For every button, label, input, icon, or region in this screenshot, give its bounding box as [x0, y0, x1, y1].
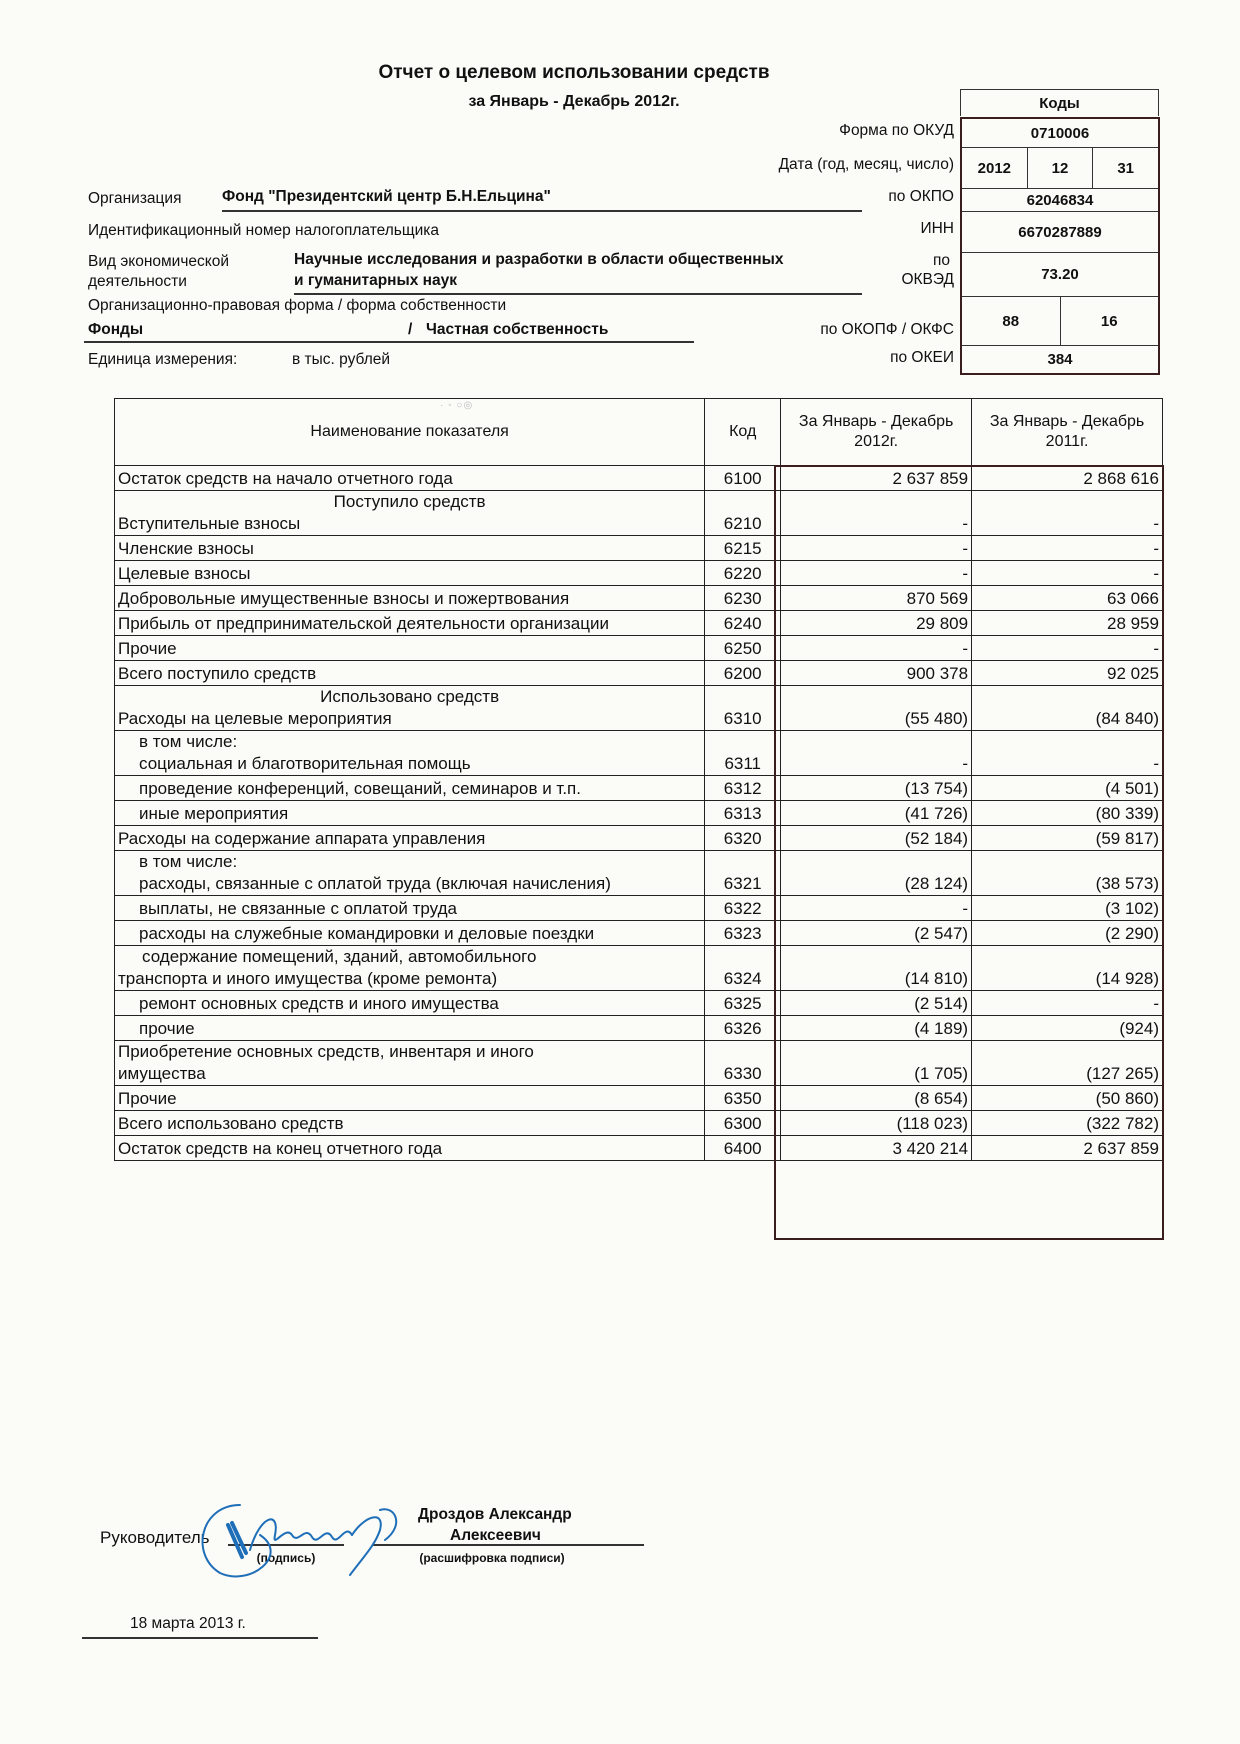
row-code: 6330	[705, 1041, 781, 1086]
date-year: 2012	[977, 159, 1012, 177]
row-value-2011: (59 817)	[972, 826, 1163, 851]
table-row	[115, 1136, 1163, 1161]
org-name: Фонд "Президентский центр Б.Н.Ельцина"	[222, 188, 862, 212]
row-code: 6324	[705, 946, 781, 991]
row-label: Расходы на содержание аппарата управления	[118, 829, 486, 848]
header-code: Код	[705, 399, 781, 466]
row-code: 6220	[705, 561, 781, 586]
row-value-2011: (3 102)	[972, 896, 1163, 921]
row-label: социальная и благотворительная помощь	[139, 754, 471, 773]
okopf-row	[962, 296, 1158, 345]
row-value-2012: -	[781, 731, 972, 776]
inn-code-label: ИНН	[920, 220, 954, 237]
table-row	[115, 851, 1163, 896]
row-value-2012: (1 705)	[781, 1041, 972, 1086]
row-value-2011: -	[972, 491, 1163, 536]
date-line	[82, 1637, 318, 1639]
codes-header: Коды	[960, 89, 1159, 116]
activity-label-2: деятельности	[88, 273, 187, 290]
row-name	[115, 466, 705, 491]
okpo-value: 62046834	[1026, 191, 1094, 209]
row-value-2011: -	[972, 561, 1163, 586]
row-label: проведение конференций, совещаний, семинаров и т.п.	[139, 779, 581, 798]
row-name	[115, 921, 705, 946]
row-value-2011: (4 501)	[972, 776, 1163, 801]
row-value-2012: 900 378	[781, 661, 972, 686]
row-label: Прочие	[118, 639, 177, 658]
row-name	[115, 561, 705, 586]
row-section-heading: в том числе:	[139, 852, 238, 871]
table-row	[115, 636, 1163, 661]
row-label: Расходы на целевые мероприятия	[118, 709, 392, 728]
table-row	[115, 561, 1163, 586]
row-value-2012: (55 480)	[781, 686, 972, 731]
table-row	[115, 611, 1163, 636]
ownership: Частная собственность	[426, 321, 609, 338]
okved-row	[962, 252, 1158, 296]
row-label: Вступительные взносы	[118, 514, 301, 533]
report-table	[114, 398, 1163, 1161]
row-value-2012: (8 654)	[781, 1086, 972, 1111]
row-section-heading: Использовано средств	[320, 687, 500, 706]
header-2012: За Январь - Декабрь 2012г.	[781, 399, 972, 466]
row-code: 6310	[705, 686, 781, 731]
row-value-2012: (14 810)	[781, 946, 972, 991]
row-code: 6215	[705, 536, 781, 561]
row-value-2011: 28 959	[972, 611, 1163, 636]
inn-value: 6670287889	[1018, 223, 1102, 241]
row-label: Остаток средств на конец отчетного года	[118, 1139, 443, 1158]
table-row	[115, 896, 1163, 921]
table-row	[115, 991, 1163, 1016]
row-section-heading: в том числе:	[139, 732, 238, 751]
row-name	[115, 1086, 705, 1111]
okei-row	[962, 345, 1158, 373]
row-code: 6350	[705, 1086, 781, 1111]
row-label: ремонт основных средств и иного имущества	[139, 994, 499, 1013]
row-name	[115, 991, 705, 1016]
row-code: 6250	[705, 636, 781, 661]
row-label: имущества	[118, 1064, 206, 1083]
row-code: 6322	[705, 896, 781, 921]
row-code: 6320	[705, 826, 781, 851]
table-row	[115, 536, 1163, 561]
table-header-row	[115, 399, 1163, 466]
row-label: Всего использовано средств	[118, 1114, 344, 1133]
header-name: Наименование показателя	[115, 399, 705, 466]
row-label: Добровольные имущественные взносы и пожертвования	[118, 589, 570, 608]
table-row	[115, 686, 1163, 731]
row-name	[115, 1041, 705, 1086]
table-row	[115, 1041, 1163, 1086]
row-name	[115, 491, 705, 536]
row-value-2012: 2 637 859	[781, 466, 972, 491]
row-code: 6325	[705, 991, 781, 1016]
row-section-heading: содержание помещений, зданий, автомобильного	[142, 947, 537, 966]
row-label: Прибыль от предпринимательской деятельности организации	[118, 614, 609, 633]
row-value-2012: -	[781, 536, 972, 561]
row-code: 6230	[705, 586, 781, 611]
row-name	[115, 536, 705, 561]
okpo-label: по ОКПО	[888, 188, 954, 205]
report-date: 18 марта 2013 г.	[130, 1615, 246, 1632]
row-value-2011: -	[972, 636, 1163, 661]
table-row	[115, 1016, 1163, 1041]
row-label: Целевые взносы	[118, 564, 251, 583]
row-value-2011: (14 928)	[972, 946, 1163, 991]
row-value-2011: 92 025	[972, 661, 1163, 686]
table-row	[115, 731, 1163, 776]
okud-value: 0710006	[1030, 124, 1090, 142]
row-name	[115, 1111, 705, 1136]
codes-box	[960, 117, 1160, 375]
date-row	[962, 147, 1158, 188]
row-label: расходы на служебные командировки и деловые поездки	[139, 924, 595, 943]
okei-label: по ОКЕИ	[890, 349, 954, 366]
signatory-name-line-2: Алексеевич	[450, 1527, 541, 1544]
row-label: выплаты, не связанные с оплатой труда	[139, 899, 457, 918]
signature-decode-caption: (расшифровка подписи)	[419, 1551, 565, 1565]
activity-label-1: Вид экономической	[88, 253, 230, 270]
row-name	[115, 851, 705, 896]
table-row	[115, 776, 1163, 801]
row-label: Членские взносы	[118, 539, 254, 558]
okved-label-2: ОКВЭД	[901, 271, 954, 288]
legal-form-label: Организационно-правовая форма / форма собственности	[88, 297, 507, 314]
table-row	[115, 1086, 1163, 1111]
date-day: 31	[1092, 148, 1158, 188]
row-value-2012: (13 754)	[781, 776, 972, 801]
row-value-2011: (50 860)	[972, 1086, 1163, 1111]
row-value-2012: -	[781, 896, 972, 921]
row-value-2012: (28 124)	[781, 851, 972, 896]
row-code: 6200	[705, 661, 781, 686]
row-name	[115, 801, 705, 826]
row-value-2011: (924)	[972, 1016, 1163, 1041]
row-name	[115, 1136, 705, 1161]
legal-form: Фонды	[88, 321, 144, 338]
row-code: 6312	[705, 776, 781, 801]
date-label: Дата (год, месяц, число)	[778, 156, 954, 173]
row-code: 6400	[705, 1136, 781, 1161]
row-value-2012: 870 569	[781, 586, 972, 611]
table-row	[115, 466, 1163, 491]
row-name	[115, 636, 705, 661]
row-value-2011: 63 066	[972, 586, 1163, 611]
row-value-2011: -	[972, 731, 1163, 776]
row-code: 6321	[705, 851, 781, 896]
legal-form-slash: /	[408, 321, 413, 338]
row-value-2011: (38 573)	[972, 851, 1163, 896]
row-name	[115, 946, 705, 991]
row-code: 6326	[705, 1016, 781, 1041]
inn-label: Идентификационный номер налогоплательщика	[88, 222, 440, 239]
row-label: Остаток средств на начало отчетного года	[118, 469, 453, 488]
row-value-2012: (4 189)	[781, 1016, 972, 1041]
okved-value: 73.20	[1041, 266, 1079, 283]
handwritten-signature-icon	[180, 1495, 440, 1585]
inn-row	[962, 211, 1158, 252]
report-period: за Январь - Декабрь 2012г.	[468, 93, 680, 110]
table-row	[115, 491, 1163, 536]
date-month: 12	[1027, 148, 1093, 188]
okved-label-1: по	[932, 252, 950, 269]
row-name	[115, 731, 705, 776]
okei-value: 384	[1047, 351, 1073, 368]
row-value-2012: (2 547)	[781, 921, 972, 946]
row-name	[115, 896, 705, 921]
header-2011: За Январь - Декабрь 2011г.	[972, 399, 1163, 466]
row-label: транспорта и иного имущества (кроме ремонта)	[118, 969, 498, 988]
row-label: расходы, связанные с оплатой труда (включая начисления)	[139, 874, 611, 893]
row-value-2011: (84 840)	[972, 686, 1163, 731]
row-name	[115, 776, 705, 801]
signature-caption: (подпись)	[256, 1551, 316, 1565]
unit-value: в тыс. рублей	[292, 351, 391, 368]
okud-label: Форма по ОКУД	[839, 122, 954, 139]
row-name	[115, 586, 705, 611]
signatory-name-line-1: Дроздов Александр	[418, 1506, 572, 1523]
row-name	[115, 661, 705, 686]
row-value-2012: (118 023)	[781, 1111, 972, 1136]
okopf-label: по ОКОПФ / ОКФС	[820, 321, 954, 338]
row-value-2012: 3 420 214	[781, 1136, 972, 1161]
report-title: Отчет о целевом использовании средств	[378, 62, 770, 83]
row-value-2011: (322 782)	[972, 1111, 1163, 1136]
activity-line-2: и гуманитарных наук	[294, 272, 862, 295]
row-code: 6240	[705, 611, 781, 636]
table-row	[115, 801, 1163, 826]
row-name	[115, 611, 705, 636]
table-row	[115, 921, 1163, 946]
row-value-2012: (2 514)	[781, 991, 972, 1016]
signatory-role: Руководитель	[100, 1528, 210, 1547]
row-section-heading: Поступило средств	[333, 492, 486, 511]
row-value-2012: 29 809	[781, 611, 972, 636]
row-code: 6300	[705, 1111, 781, 1136]
row-value-2012: -	[781, 561, 972, 586]
row-value-2011: (2 290)	[972, 921, 1163, 946]
unit-label: Единица измерения:	[88, 351, 238, 368]
row-value-2011: -	[972, 991, 1163, 1016]
table-row	[115, 1111, 1163, 1136]
row-name	[115, 826, 705, 851]
row-code: 6100	[705, 466, 781, 491]
row-value-2012: -	[781, 491, 972, 536]
row-value-2011: (127 265)	[972, 1041, 1163, 1086]
row-value-2011: 2 637 859	[972, 1136, 1163, 1161]
okopf-value: 88	[1002, 312, 1020, 330]
row-value-2012: -	[781, 636, 972, 661]
row-name	[115, 686, 705, 731]
row-label: прочие	[139, 1019, 195, 1038]
table-row	[115, 586, 1163, 611]
row-code: 6210	[705, 491, 781, 536]
org-label: Организация	[88, 190, 182, 207]
okpo-row	[962, 188, 1158, 211]
row-name	[115, 1016, 705, 1041]
okfs-value: 16	[1060, 297, 1159, 345]
row-value-2012: (52 184)	[781, 826, 972, 851]
table-row	[115, 826, 1163, 851]
table-row	[115, 946, 1163, 991]
row-code: 6311	[705, 731, 781, 776]
row-value-2011: (80 339)	[972, 801, 1163, 826]
activity-line-1: Научные исследования и разработки в области общественных	[294, 251, 784, 268]
row-code: 6313	[705, 801, 781, 826]
row-value-2012: (41 726)	[781, 801, 972, 826]
okud-row	[962, 119, 1158, 147]
row-label: Прочие	[118, 1089, 177, 1108]
faint-stamp-mark: · ◦ ○◎	[440, 400, 474, 411]
table-row	[115, 661, 1163, 686]
row-label: Всего поступило средств	[118, 664, 317, 683]
row-code: 6323	[705, 921, 781, 946]
row-section-heading: Приобретение основных средств, инвентаря и иного	[118, 1042, 534, 1061]
row-label: иные мероприятия	[139, 804, 289, 823]
row-value-2011: -	[972, 536, 1163, 561]
row-value-2011: 2 868 616	[972, 466, 1163, 491]
